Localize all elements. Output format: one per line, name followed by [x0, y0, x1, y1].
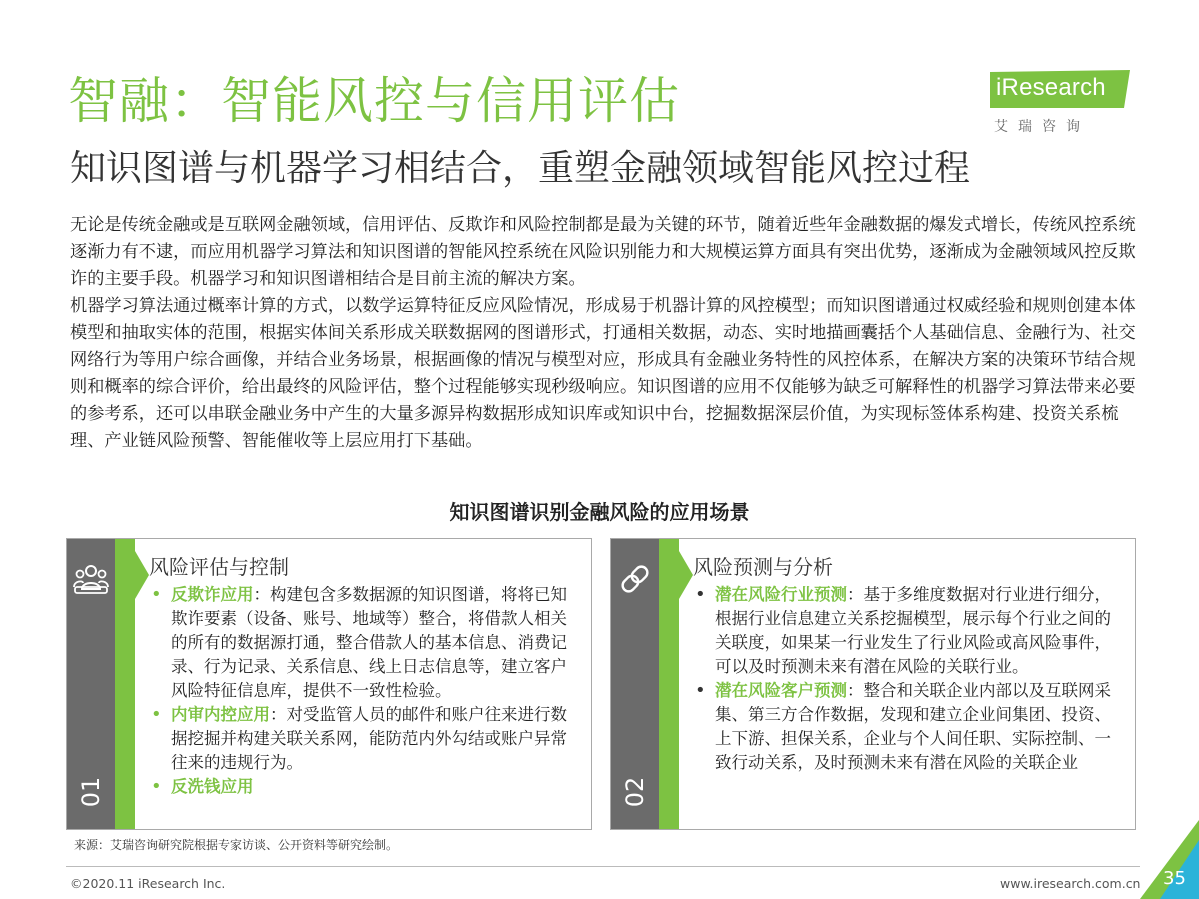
paragraph-2: 机器学习算法通过概率计算的方式，以数学运算特征反应风险情况，形成易于机器计算的风控模型；而知识图谱通过权威经验和规则创建本体模型和抽取实体的范围，根据实体间关系形成关联数据网的图谱形式，打通相关数据，动态、实时地描画囊括个人基础信息、金融行为、社交网络行为等用户综合画像，并结合业务场景，根据画像的情况与模型对应，形成具有金融业务特性的风控体系，在解决方案的决策环节结合规则和概率的综合评价，给出最终的风险评估，整个过程能够实现秒级响应。知识图谱的应用不仅能够为缺乏可解释性的机器学习算法带来必要的参考系，还可以串联金融业务中产生的大量多源异构数据形成知识库或知识中台，挖掘数据深层价值，为实现标签体系构建、投资关系梳理、产业链风险预警、智能催收等上层应用打下基础。	[70, 296, 1136, 451]
card-accent-notch	[679, 551, 693, 599]
list-item: • 反洗钱应用	[149, 775, 569, 799]
paragraph-1: 无论是传统金融或是互联网金融领域，信用评估、反欺诈和风险控制都是最为关键的环节，随着近些年金融数据的爆发式增长，传统风控系统逐渐力有不逮，而应用机器学习算法和知识图谱的智能风控系统在风险识别能力和大规模运算方面具有突出优势，逐渐成为金融领域风控反欺诈的主要手段。机器学习和知识图谱相结合是目前主流的解决方案。	[70, 215, 1136, 289]
card-side-bar	[611, 539, 659, 829]
logo-subtitle: 艾瑞咨询	[994, 119, 1090, 135]
card-list	[693, 583, 1113, 775]
source-note: 来源：艾瑞咨询研究院根据专家访谈、公开资料等研究绘制。	[74, 838, 399, 852]
card-risk-prediction	[610, 538, 1136, 830]
iresearch-logo	[990, 64, 1140, 134]
people-group-icon	[73, 561, 109, 597]
footer-copyright: ©2020.11 iResearch Inc.	[70, 876, 226, 891]
card-accent-notch	[135, 551, 149, 599]
section-title: 知识图谱识别金融风险的应用场景	[449, 500, 750, 524]
list-item: • 潜在风险客户预测：整合和关联企业内部以及互联网采集、第三方合作数据，发现和建立企业间集团、投资、上下游、担保关系，企业与个人间任职、实际控制、一致行动关系，及时预测未来有潜在风险的关联企业	[693, 679, 1113, 775]
page-title: 智融：智能风控与信用评估	[68, 72, 680, 130]
list-item: • 反欺诈应用：构建包含多数据源的知识图谱，将将已知欺诈要素（设备、账号、地域等）整合，将借款人相关的所有的数据源打通，整合借款人的基本信息、消费记录、行为记录、关系信息、线上日志信息等，建立客户风险特征信息库，提供不一致性检验。	[149, 583, 569, 703]
card-side-bar	[67, 539, 115, 829]
chain-link-icon	[617, 561, 653, 597]
page-subtitle: 知识图谱与机器学习相结合，重塑金融领域智能风控过程	[70, 148, 971, 189]
footer-divider	[66, 866, 1140, 867]
logo-word: iResearch	[996, 74, 1106, 101]
card-number: 02	[621, 776, 649, 808]
card-list	[149, 583, 569, 799]
footer-url[interactable]: www.iresearch.com.cn	[1000, 876, 1141, 891]
card-accent-strip	[115, 539, 135, 829]
card-number: 01	[77, 776, 105, 808]
card-accent-strip	[659, 539, 679, 829]
list-item: • 潜在风险行业预测：基于多维度数据对行业进行细分，根据行业信息建立关系挖掘模型，展示每个行业之间的关联度，如果某一行业发生了行业风险或高风险事件，可以及时预测未来有潜在风险的关联行业。	[693, 583, 1113, 679]
card-heading: 风险预测与分析	[693, 555, 833, 579]
card-heading: 风险评估与控制	[149, 555, 289, 579]
list-item: • 内审内控应用：对受监管人员的邮件和账户往来进行数据挖掘并构建关联关系网，能防范内外勾结或账户异常往来的违规行为。	[149, 703, 569, 775]
page-number: 35	[1163, 868, 1186, 889]
card-risk-assessment	[66, 538, 592, 830]
body-text	[70, 212, 1150, 455]
